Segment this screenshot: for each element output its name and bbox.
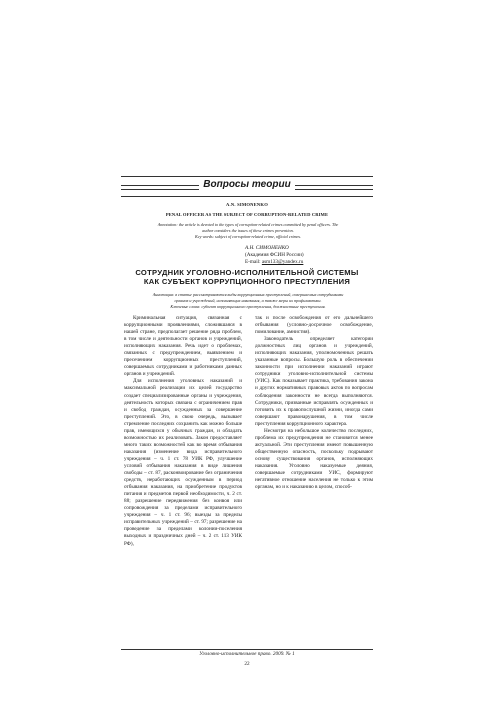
article-title-line: СОТРУДНИК УГОЛОВНО-ИСПОЛНИТЕЛЬНОЙ СИСТЕМЫ xyxy=(135,268,359,277)
article-title xyxy=(121,268,373,286)
paragraph: Несмотря на небольшое количество последних, проблема их предупреждения не становится менее актуальной. Эти преступления имеют повышенную общественную опасность, поскольку подрывают основу существования органов, исполняющих наказания. Уголовно наказуемые деяния, совершаемые сотрудниками УИС, формируют негативное отношение населения не только к этим органам, но и к наказанию в целом, способ- xyxy=(255,427,373,491)
paragraph: Криминальная ситуация, связанная с коррупционными проявлениями, сложившаяся в нашей стране, предполагает решение ряда проблем, в том числе и деятельности органов и учреждений, исполняющих наказания. Речь идет о проблемах, связанных с предупреждением, выявлением и пресечением коррупционных преступлений, совершаемых сотрудниками и работниками данных органов и учреждений. xyxy=(124,315,242,378)
russian-abstract-line: Аннотация: в статье рассматриваются виды коррупционных преступлений, совершаемых сотрудниками xyxy=(152,292,344,297)
english-author: A.N. SIMONENKO xyxy=(226,202,268,207)
header-rule-right xyxy=(295,185,373,190)
russian-email xyxy=(245,259,375,266)
english-title: PENAL OFFICER AS THE SUBJECT OF CORRUPTION-RELATED CRIME xyxy=(165,212,329,217)
english-abstract xyxy=(128,222,368,240)
body-column-right xyxy=(255,315,373,491)
paragraph: Для исполнения уголовных наказаний и максимальной реализации их целей государство создает специализированные органы и учреждения, деятельность которых связана с ограничением прав и свобод граждан, осужденных за совершение преступлений. Это, в свою очередь, вызывает стремление последних сохранить как можно больше прав, имеющихся у обычных граждан, и обладать возможностью их реализовать. Закон предоставляет много таких возможностей как во время отбывания наказания (изменение вида исправительного учреждения – ч. 1 ст. 78 УИК РФ, улучшение условий отбывания наказания в виде лишения свободы – ст. 87, расконвоирование без ограничения средств, неработающих осужденным в период отбывания наказания, на приобретение продуктов питания и предметов первой необходимости, ч. 2 ст. 88; разрешение передвижения без конвоя или сопровождения за пределами исправительного учреждения – ч. 1 ст. 96; выезды за пределы исправительных учреждений – ст. 97; разрешение на проведение за пределами колонии-поселения выходных и праздничных дней – ч. 2 ст. 113 УИК РФ), xyxy=(124,378,242,547)
paragraph: Законодатель определяет категории должностных лиц органов и учреждений, исполняющих наказания, уполномоченных решать указанные вопросы. Большую роль в обеспечении законности при исполнении наказаний играют сотрудники уголовно-исполнительной системы (УИС). Как показывает практика, требования закона и других нормативных правовых актов по вопросам соблюдения законности не всегда выполняются. Сотрудники, призванные исправлять осужденных и готовить их к правопослушной жизни, иногда сами совершают правонарушения, в том числе преступления коррупционного характера. xyxy=(255,336,373,427)
section-header xyxy=(121,176,373,197)
english-abstract-line: Annotation: the article is devoted to the types of corruption-related crimes committed by penal officers. The xyxy=(157,222,339,227)
footer-journal: Уголовно-исполнительное право. 2009. № 1 xyxy=(199,651,295,657)
russian-keywords: Ключевые слова: субъект коррупционного преступления, должностные преступления. xyxy=(170,304,326,309)
russian-affiliation: (Академия ФСИН России) xyxy=(245,252,304,258)
email-label: E-mail: xyxy=(245,259,262,265)
english-keywords: Key words: subject of corruption-related crime, official crimes. xyxy=(194,234,302,239)
page-number: 22 xyxy=(244,661,250,667)
russian-abstract xyxy=(128,292,368,310)
russian-author-block xyxy=(245,245,375,266)
section-label: Вопросы теории xyxy=(203,179,291,190)
article-title-line: КАК СУБЪЕКТ КОРРУПЦИОННОГО ПРЕСТУПЛЕНИЯ xyxy=(143,277,351,286)
english-abstract-line: author considers the issues of these crimes prevention. xyxy=(202,228,294,233)
russian-author: А.Н. СИМОНЕНКО xyxy=(245,245,289,251)
email-link[interactable]: asm133@yandex.ru xyxy=(261,259,304,265)
paragraph: так и после освобождения от его дальнейшего отбывания (условно-досрочное освобождение, помилование, амнистия). xyxy=(255,315,373,336)
footer-rule xyxy=(121,649,373,650)
russian-abstract-line: органов и учреждений, исполняющих наказания, а также меры их профилактики. xyxy=(174,298,322,303)
body-column-left xyxy=(124,315,242,548)
